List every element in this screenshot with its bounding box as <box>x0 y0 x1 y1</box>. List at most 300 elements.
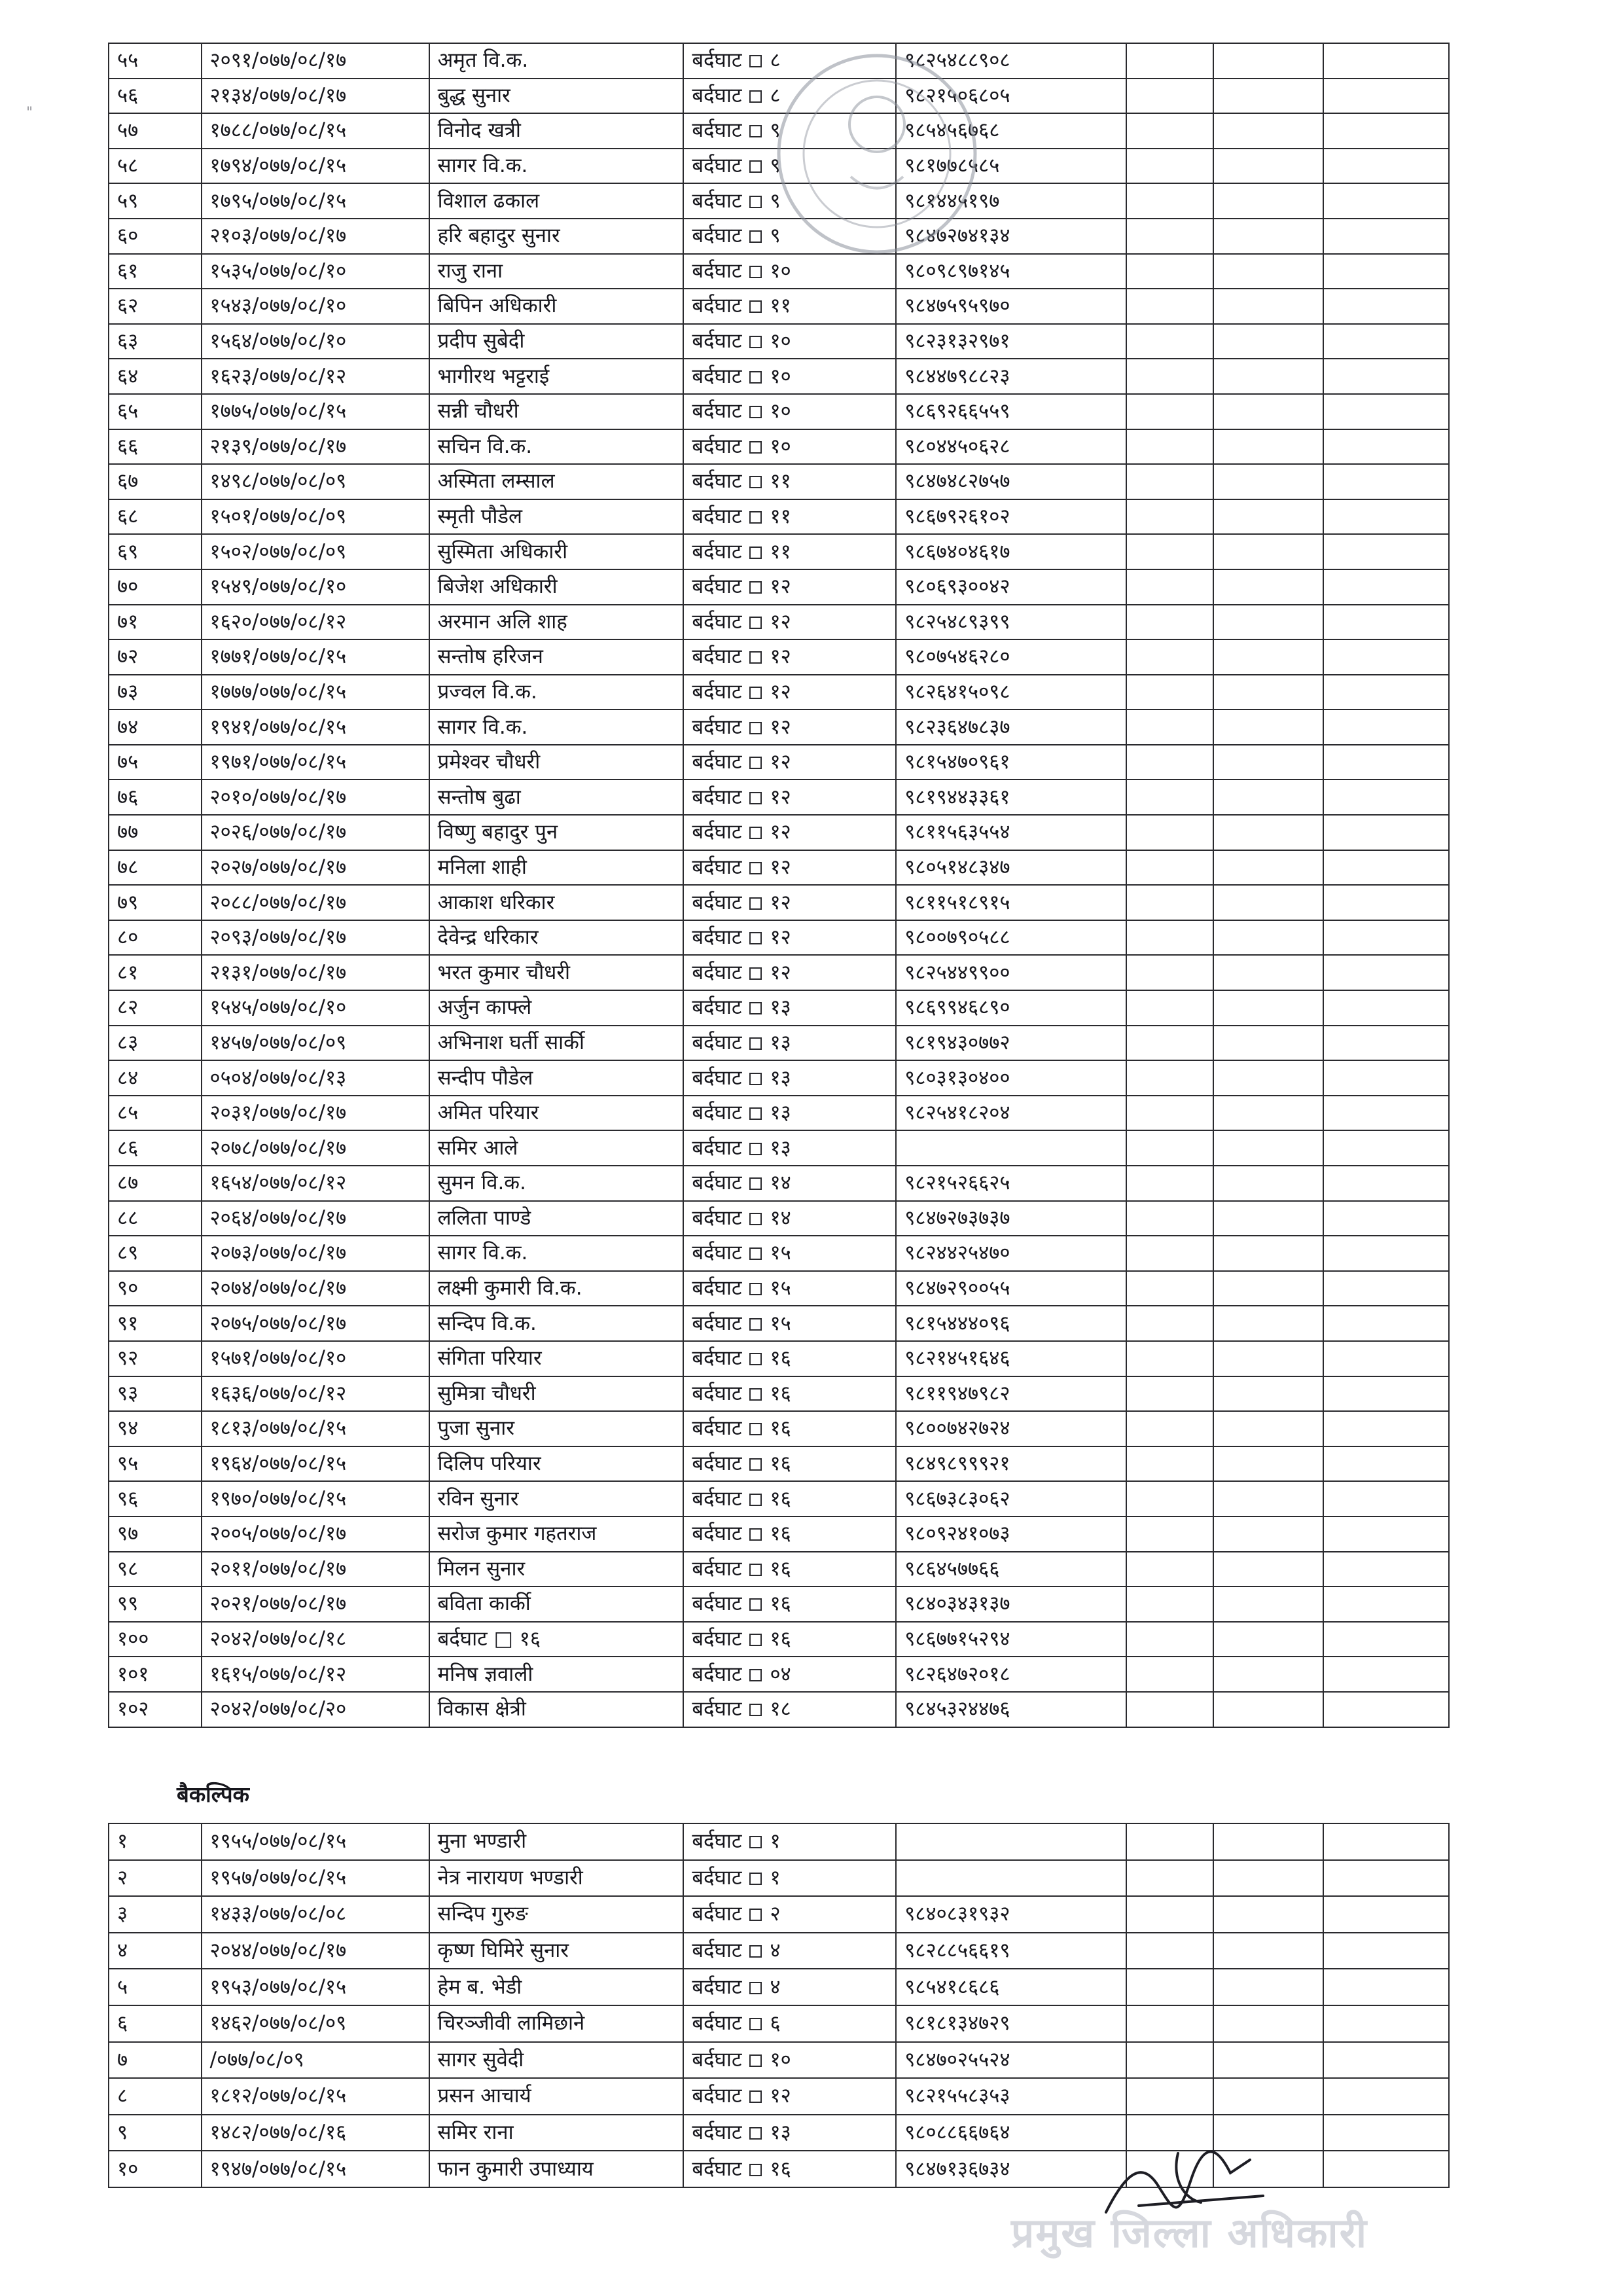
candidate-name-cell: अमृत वि.क. <box>429 43 684 79</box>
remarks-cell-2 <box>1213 324 1323 359</box>
ward-number: ११ <box>770 539 791 564</box>
serial-number-cell: ७४ <box>109 709 202 745</box>
checkbox-square-icon <box>749 1634 762 1646</box>
candidate-name-cell: मुना भण्डारी <box>429 1823 684 1860</box>
checkbox-square-icon <box>749 1873 762 1885</box>
candidate-name-cell: हेम ब. भेडी <box>429 1969 684 2005</box>
address-cell <box>683 2078 896 2115</box>
checkbox-square-icon <box>749 476 762 488</box>
candidate-row <box>109 429 1449 465</box>
roll-number-cell: १७७१/०७७/०८/१५ <box>202 639 429 675</box>
candidate-name-cell: लक्ष्मी कुमारी वि.क. <box>429 1271 684 1306</box>
roll-number-cell: १९७१/०७७/०८/१५ <box>202 745 429 780</box>
remarks-cell-3 <box>1323 254 1449 289</box>
checkbox-square-icon <box>749 1458 762 1471</box>
serial-number-cell: ७६ <box>109 780 202 815</box>
serial-number-cell: ६ <box>109 2005 202 2042</box>
address-cell <box>683 955 896 990</box>
remarks-cell-2 <box>1213 1896 1323 1933</box>
serial-number-cell: ६५ <box>109 394 202 429</box>
remarks-cell-1 <box>1126 1060 1213 1096</box>
address-text: बर्दघाट <box>692 785 742 809</box>
checkbox-square-icon <box>749 336 762 348</box>
checkbox-square-icon <box>749 441 762 454</box>
serial-number-cell: ३ <box>109 1896 202 1933</box>
address-cell <box>683 429 896 465</box>
checkbox-square-icon <box>749 1002 762 1014</box>
candidate-row <box>109 605 1449 640</box>
remarks-cell-2 <box>1213 1376 1323 1412</box>
serial-number-cell: ९ <box>109 2115 202 2151</box>
remarks-cell-1 <box>1126 429 1213 465</box>
address-cell <box>683 920 896 956</box>
remarks-cell-3 <box>1323 1341 1449 1376</box>
serial-number-cell: ६४ <box>109 359 202 394</box>
remarks-cell-1 <box>1126 1692 1213 1727</box>
address-cell <box>683 885 896 920</box>
phone-number-cell: ९८००७४२७२४ <box>896 1411 1126 1446</box>
address-text: बर्दघाट <box>692 925 742 950</box>
address-cell <box>683 1552 896 1587</box>
address-cell <box>683 639 896 675</box>
ward-number: १५ <box>770 1241 791 1265</box>
remarks-cell-1 <box>1126 149 1213 184</box>
remarks-cell-3 <box>1323 1411 1449 1446</box>
candidate-table <box>108 43 1450 1728</box>
ward-number: १० <box>770 259 791 283</box>
checkbox-square-icon <box>749 1213 762 1225</box>
checkbox-square-icon <box>749 792 762 804</box>
ward-number: ८ <box>770 83 781 107</box>
ward-number: १६ <box>770 2157 791 2181</box>
roll-number-cell: १७९४/०७७/०८/१५ <box>202 149 429 184</box>
phone-number-cell: ९८००७९०५८८ <box>896 920 1126 956</box>
candidate-row <box>109 534 1449 569</box>
ward-number: १६ <box>770 1381 791 1405</box>
phone-number-cell <box>896 1823 1126 1860</box>
phone-number-cell: ९८२१५२६६२५ <box>896 1166 1126 1201</box>
remarks-cell-3 <box>1323 955 1449 990</box>
candidate-name-cell: भरत कुमार चौधरी <box>429 955 684 990</box>
remarks-cell-3 <box>1323 464 1449 499</box>
remarks-cell-2 <box>1213 359 1323 394</box>
checkbox-square-icon <box>749 862 762 874</box>
address-cell <box>683 605 896 640</box>
remarks-cell-1 <box>1126 1201 1213 1236</box>
serial-number-cell: ८८ <box>109 1201 202 1236</box>
remarks-cell-2 <box>1213 1823 1323 1860</box>
remarks-cell-3 <box>1323 1201 1449 1236</box>
ward-number: ९ <box>770 188 781 213</box>
roll-number-cell: २०११/०७७/०८/१७ <box>202 1552 429 1587</box>
roll-number-cell: १७८८/०७७/०८/१५ <box>202 113 429 149</box>
phone-number-cell: ९८२५४१८२०४ <box>896 1096 1126 1131</box>
ward-number: ११ <box>770 469 791 493</box>
remarks-cell-2 <box>1213 885 1323 920</box>
checkbox-square-icon <box>749 1945 762 1958</box>
address-cell <box>683 675 896 710</box>
ward-number: १३ <box>770 996 791 1020</box>
remarks-cell-3 <box>1323 1933 1449 1969</box>
address-text: बर्दघाट <box>692 1101 742 1125</box>
address-text: बर्दघाट <box>692 48 742 73</box>
address-text: बर्दघाट <box>692 1346 742 1371</box>
alternate-row <box>109 1933 1449 1969</box>
candidate-name-cell: कृष्ण घिमिरे सुनार <box>429 1933 684 1969</box>
remarks-cell-1 <box>1126 1446 1213 1482</box>
roll-number-cell: १७७५/०७७/०८/१५ <box>202 394 429 429</box>
roll-number-cell: १५४३/०७७/०८/१० <box>202 289 429 324</box>
roll-number-cell: २१०३/०७७/०८/१७ <box>202 219 429 254</box>
candidate-row <box>109 1096 1449 1131</box>
address-text: बर्दघाट <box>692 1276 742 1300</box>
remarks-cell-1 <box>1126 1376 1213 1412</box>
checkbox-square-icon <box>749 967 762 980</box>
remarks-cell-1 <box>1126 464 1213 499</box>
address-cell <box>683 1692 896 1727</box>
checkbox-square-icon <box>749 1704 762 1716</box>
address-cell <box>683 1201 896 1236</box>
phone-number-cell: ९८१५४७०९६१ <box>896 745 1126 780</box>
checkbox-square-icon <box>749 230 762 243</box>
ward-number: २ <box>770 1902 781 1926</box>
remarks-cell-3 <box>1323 219 1449 254</box>
serial-number-cell: ९७ <box>109 1516 202 1552</box>
candidate-name-cell: बविता कार्की <box>429 1587 684 1622</box>
candidate-row <box>109 464 1449 499</box>
remarks-cell-1 <box>1126 1516 1213 1552</box>
alternate-row <box>109 2005 1449 2042</box>
address-text: बर्दघाट <box>692 996 742 1020</box>
ward-number: ६ <box>770 2011 781 2036</box>
candidate-name-cell: सन्दीप पौडेल <box>429 1060 684 1096</box>
serial-number-cell: ९९ <box>109 1587 202 1622</box>
address-cell <box>683 2042 896 2079</box>
phone-number-cell: ९८४७४८२७५७ <box>896 464 1126 499</box>
remarks-cell-1 <box>1126 1860 1213 1897</box>
address-text: बर्दघाट <box>692 960 742 984</box>
ward-number: १३ <box>770 2121 791 2145</box>
remarks-cell-2 <box>1213 149 1323 184</box>
candidate-row <box>109 499 1449 535</box>
roll-number-cell: १६१५/०७७/०८/१२ <box>202 1657 429 1692</box>
address-cell <box>683 289 896 324</box>
serial-number-cell: १ <box>109 1823 202 1860</box>
ward-number: १ <box>770 1865 781 1890</box>
remarks-cell-3 <box>1323 1896 1449 1933</box>
phone-number-cell: ९८४७१३६७३४ <box>896 2151 1126 2187</box>
serial-number-cell: ९४ <box>109 1411 202 1446</box>
candidate-name-cell: आकाश धरिकार <box>429 885 684 920</box>
address-text: बर्दघाट <box>692 679 742 704</box>
phone-number-cell: ९८०५१४८३४७ <box>896 850 1126 886</box>
candidate-row <box>109 1552 1449 1587</box>
phone-number-cell: ९८०८८६६७६४ <box>896 2115 1126 2151</box>
address-cell <box>683 569 896 605</box>
candidate-row <box>109 1166 1449 1201</box>
remarks-cell-2 <box>1213 1622 1323 1657</box>
remarks-cell-2 <box>1213 1657 1323 1692</box>
remarks-cell-1 <box>1126 324 1213 359</box>
checkbox-square-icon <box>749 757 762 769</box>
remarks-cell-1 <box>1126 675 1213 710</box>
checkbox-square-icon <box>749 1598 762 1611</box>
remarks-cell-3 <box>1323 534 1449 569</box>
candidate-name-cell: ललिता पाण्डे <box>429 1201 684 1236</box>
remarks-cell-1 <box>1126 2078 1213 2115</box>
serial-number-cell: ८५ <box>109 1096 202 1131</box>
phone-number-cell: ९८२४४२५४७० <box>896 1236 1126 1271</box>
remarks-cell-2 <box>1213 1130 1323 1166</box>
ward-number: १४ <box>770 1206 791 1230</box>
checkbox-square-icon <box>749 722 762 734</box>
roll-number-cell: २०७८/०७७/०८/१७ <box>202 1130 429 1166</box>
serial-number-cell: ८३ <box>109 1026 202 1061</box>
candidate-row <box>109 1622 1449 1657</box>
checkbox-square-icon <box>749 160 762 173</box>
remarks-cell-1 <box>1126 1622 1213 1657</box>
remarks-cell-2 <box>1213 1341 1323 1376</box>
candidate-name-cell: समिर राना <box>429 2115 684 2151</box>
remarks-cell-2 <box>1213 1166 1323 1201</box>
address-cell <box>683 359 896 394</box>
candidate-row <box>109 675 1449 710</box>
address-cell <box>683 1481 896 1516</box>
remarks-cell-1 <box>1126 709 1213 745</box>
candidate-name-cell: मिलन सुनार <box>429 1552 684 1587</box>
remarks-cell-1 <box>1126 534 1213 569</box>
candidate-row <box>109 1026 1449 1061</box>
ward-number: १३ <box>770 1066 791 1090</box>
remarks-cell-3 <box>1323 2115 1449 2151</box>
ward-number: १२ <box>770 679 791 704</box>
remarks-cell-2 <box>1213 990 1323 1026</box>
phone-number-cell: ९८११५६३५५४ <box>896 815 1126 850</box>
roll-number-cell: १७९५/०७७/०८/१५ <box>202 183 429 219</box>
address-cell <box>683 1306 896 1341</box>
serial-number-cell: १०० <box>109 1622 202 1657</box>
remarks-cell-2 <box>1213 780 1323 815</box>
ward-number: ०४ <box>770 1662 791 1686</box>
ward-number: ९ <box>770 154 781 178</box>
candidate-row <box>109 1446 1449 1482</box>
remarks-cell-3 <box>1323 1271 1449 1306</box>
candidate-name-cell: सन्दिप वि.क. <box>429 1306 684 1341</box>
candidate-name-cell: सुमन वि.क. <box>429 1166 684 1201</box>
candidate-name-cell: सन्तोष बुढा <box>429 780 684 815</box>
address-text: बर्दघाट <box>692 609 742 634</box>
remarks-cell-3 <box>1323 815 1449 850</box>
phone-number-cell: ९८२१५५८३५३ <box>896 2078 1126 2115</box>
serial-number-cell: ९६ <box>109 1481 202 1516</box>
address-text: बर्दघाट <box>692 83 742 107</box>
phone-number-cell: ९८६७७१५२९४ <box>896 1622 1126 1657</box>
phone-number-cell: ९८२६४१५०९८ <box>896 675 1126 710</box>
address-text: बर्दघाट <box>692 1662 742 1686</box>
candidate-name-cell: मनिष ज्ञवाली <box>429 1657 684 1692</box>
remarks-cell-1 <box>1126 1306 1213 1341</box>
checkbox-square-icon <box>749 1494 762 1506</box>
candidate-row <box>109 1516 1449 1552</box>
checkbox-square-icon <box>749 617 762 629</box>
candidate-row <box>109 815 1449 850</box>
remarks-cell-2 <box>1213 1587 1323 1622</box>
checkbox-square-icon <box>749 651 762 664</box>
ward-number: १५ <box>770 1276 791 1300</box>
address-text: बर्दघाट <box>692 154 742 178</box>
remarks-cell-2 <box>1213 2078 1323 2115</box>
checkbox-square-icon <box>749 547 762 559</box>
serial-number-cell: ४ <box>109 1933 202 1969</box>
remarks-cell-2 <box>1213 1446 1323 1482</box>
ward-number: १० <box>770 2047 791 2072</box>
address-cell <box>683 43 896 79</box>
serial-number-cell: ८४ <box>109 1060 202 1096</box>
serial-number-cell: ८१ <box>109 955 202 990</box>
remarks-cell-2 <box>1213 1060 1323 1096</box>
candidate-name-cell: स्मृती पौडेल <box>429 499 684 535</box>
remarks-cell-3 <box>1323 1060 1449 1096</box>
remarks-cell-1 <box>1126 1657 1213 1692</box>
address-text: बर्दघाट <box>692 1241 742 1265</box>
remarks-cell-2 <box>1213 1692 1323 1727</box>
address-cell <box>683 1376 896 1412</box>
address-text: बर्दघाट <box>692 575 742 599</box>
phone-number-cell: ९८२१४५१६४६ <box>896 1341 1126 1376</box>
remarks-cell-2 <box>1213 1236 1323 1271</box>
remarks-cell-3 <box>1323 324 1449 359</box>
candidate-row <box>109 113 1449 149</box>
checkbox-square-icon <box>749 1318 762 1331</box>
serial-number-cell: ५६ <box>109 79 202 114</box>
candidate-row <box>109 359 1449 394</box>
remarks-cell-2 <box>1213 1201 1323 1236</box>
candidate-name-cell: सन्नी चौधरी <box>429 394 684 429</box>
address-text: बर्दघाट <box>692 539 742 564</box>
phone-number-cell: ९८०४४५०६२८ <box>896 429 1126 465</box>
remarks-cell-2 <box>1213 1516 1323 1552</box>
remarks-cell-1 <box>1126 1969 1213 2005</box>
serial-number-cell: ९८ <box>109 1552 202 1587</box>
remarks-cell-3 <box>1323 639 1449 675</box>
phone-number-cell: ९८४७०२५५२४ <box>896 2042 1126 2079</box>
candidate-row <box>109 709 1449 745</box>
checkbox-square-icon <box>749 687 762 699</box>
phone-number-cell: ९८१९४४३३६१ <box>896 780 1126 815</box>
remarks-cell-1 <box>1126 885 1213 920</box>
remarks-cell-3 <box>1323 1587 1449 1622</box>
roll-number-cell: २१३१/०७७/०८/१७ <box>202 955 429 990</box>
remarks-cell-3 <box>1323 1481 1449 1516</box>
roll-number-cell: १९६४/०७७/०८/१५ <box>202 1446 429 1482</box>
roll-number-cell: १४९८/०७७/०८/०९ <box>202 464 429 499</box>
candidate-row <box>109 990 1449 1026</box>
candidate-row <box>109 289 1449 324</box>
roll-number-cell: २००५/०७७/०८/१७ <box>202 1516 429 1552</box>
remarks-cell-3 <box>1323 1657 1449 1692</box>
checkbox-square-icon <box>749 125 762 137</box>
candidate-row <box>109 394 1449 429</box>
ward-number: १० <box>770 329 791 353</box>
address-cell <box>683 1341 896 1376</box>
roll-number-cell: २१३९/०७७/०८/१७ <box>202 429 429 465</box>
remarks-cell-3 <box>1323 79 1449 114</box>
checkbox-square-icon <box>749 932 762 944</box>
address-text: बर्दघाट <box>692 1486 742 1511</box>
address-cell <box>683 850 896 886</box>
candidate-name-cell: रविन सुनार <box>429 1481 684 1516</box>
ward-number: ९ <box>770 224 781 248</box>
candidate-row <box>109 1130 1449 1166</box>
remarks-cell-3 <box>1323 675 1449 710</box>
candidate-name-cell: विष्णु बहादुर पुन <box>429 815 684 850</box>
serial-number-cell: ८० <box>109 920 202 956</box>
checkbox-square-icon <box>749 511 762 524</box>
remarks-cell-1 <box>1126 1236 1213 1271</box>
serial-number-cell: ७ <box>109 2042 202 2079</box>
address-text: बर्दघाट <box>692 820 742 844</box>
serial-number-cell: ७७ <box>109 815 202 850</box>
candidate-name-cell: बिजेश अधिकारी <box>429 569 684 605</box>
serial-number-cell: ७५ <box>109 745 202 780</box>
candidate-row <box>109 745 1449 780</box>
ward-number: ४ <box>770 1939 781 1963</box>
remarks-cell-1 <box>1126 639 1213 675</box>
remarks-cell-2 <box>1213 1411 1323 1446</box>
roll-number-cell: २१३४/०७७/०८/१७ <box>202 79 429 114</box>
roll-number-cell: २०३१/०७७/०८/१७ <box>202 1096 429 1131</box>
remarks-cell-1 <box>1126 1026 1213 1061</box>
office-watermark: प्रमुख जिल्ला अधिकारी <box>1011 2209 1368 2257</box>
address-cell <box>683 254 896 289</box>
remarks-cell-1 <box>1126 780 1213 815</box>
alternate-row <box>109 1969 1449 2005</box>
ward-number: १० <box>770 364 791 388</box>
candidate-name-cell: सागर सुवेदी <box>429 2042 684 2079</box>
checkbox-square-icon <box>749 90 762 103</box>
remarks-cell-3 <box>1323 990 1449 1026</box>
phone-number-cell: ९८२३१३२९७१ <box>896 324 1126 359</box>
remarks-cell-3 <box>1323 885 1449 920</box>
remarks-cell-3 <box>1323 2042 1449 2079</box>
candidate-row <box>109 1657 1449 1692</box>
address-text: बर्दघाट <box>692 399 742 423</box>
serial-number-cell: ५७ <box>109 113 202 149</box>
checkbox-square-icon <box>749 1388 762 1401</box>
remarks-cell-3 <box>1323 1096 1449 1131</box>
remarks-cell-1 <box>1126 359 1213 394</box>
remarks-cell-3 <box>1323 149 1449 184</box>
phone-number-cell: ९८४७२७३७३७ <box>896 1201 1126 1236</box>
remarks-cell-2 <box>1213 1969 1323 2005</box>
roll-number-cell: १४३३/०७७/०८/०८ <box>202 1896 429 1933</box>
candidate-row <box>109 1411 1449 1446</box>
remarks-cell-1 <box>1126 1823 1213 1860</box>
candidate-row <box>109 1341 1449 1376</box>
roll-number-cell: २०१०/०७७/०८/१७ <box>202 780 429 815</box>
remarks-cell-2 <box>1213 605 1323 640</box>
remarks-cell-3 <box>1323 1516 1449 1552</box>
checkbox-square-icon <box>749 1669 762 1681</box>
roll-number-cell: १९४१/०७७/०८/१५ <box>202 709 429 745</box>
checkbox-square-icon <box>749 1564 762 1576</box>
roll-number-cell: /०७७/०८/०९ <box>202 2042 429 2079</box>
remarks-cell-1 <box>1126 43 1213 79</box>
address-cell <box>683 1516 896 1552</box>
remarks-cell-3 <box>1323 569 1449 605</box>
address-cell <box>683 1271 896 1306</box>
ward-number: १६ <box>770 1592 791 1616</box>
